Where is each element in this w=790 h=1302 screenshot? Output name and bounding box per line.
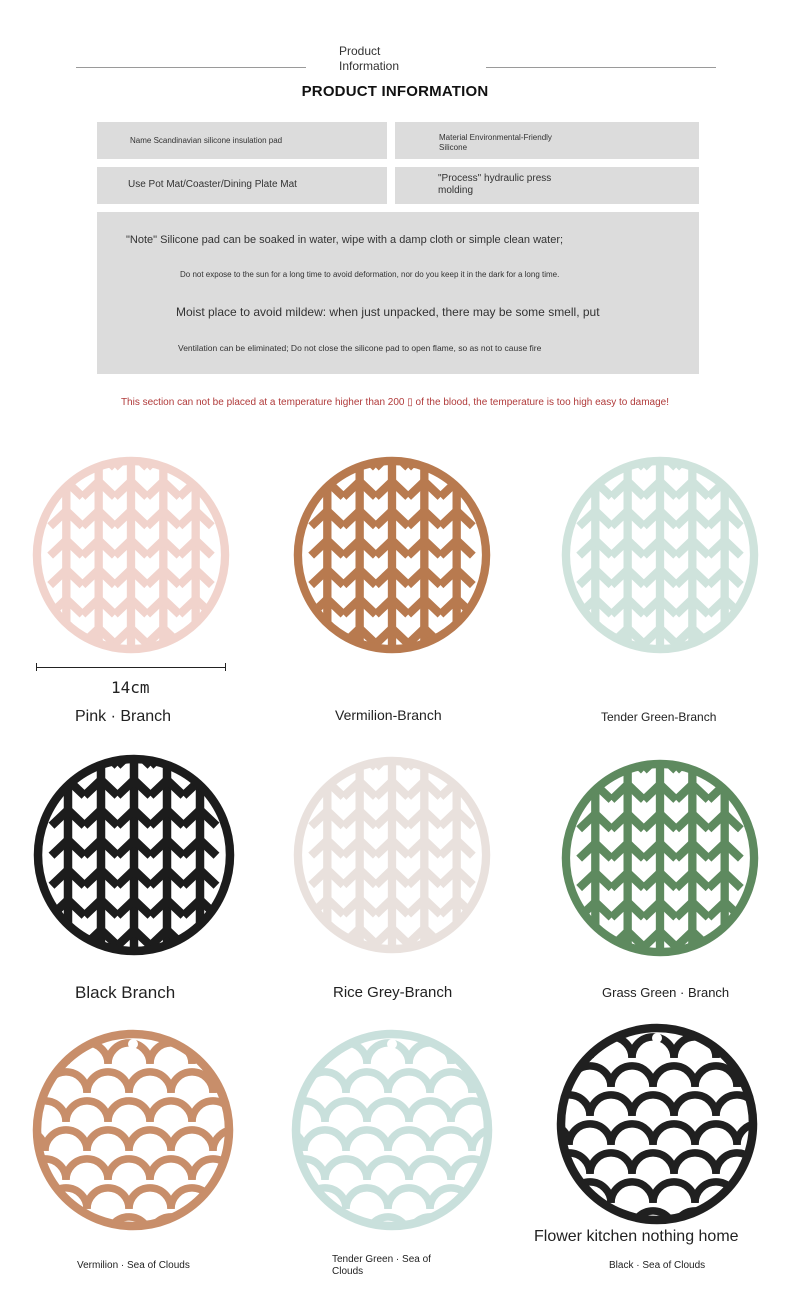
temperature-warning: This section can not be placed at a temperature higher than 200 ▯ of the blood, the temperature is too high easy to damage! [120,397,670,408]
mat-tender-green-clouds [288,1026,496,1234]
header-rule-left [76,67,306,68]
use-text: Use Pot Mat/Coaster/Dining Plate Mat [128,179,297,190]
caption-vermilion-branch: Vermilion-Branch [335,707,442,723]
caption-tender-green-clouds-line1: Tender Green · Sea of [332,1254,431,1265]
process-text-line1: "Process" hydraulic press [438,173,552,184]
note-line-1: "Note" Silicone pad can be soaked in water, wipe with a damp cloth or simple clean water; [126,234,564,246]
material-text-line2: Silicone [439,143,468,152]
mat-black-branch [30,751,238,959]
section-label [339,44,429,74]
mat-tender-green-clouds-hang-hole [387,1039,397,1049]
note-line-3: Moist place to avoid mildew: when just unpacked, there may be some smell, put [176,305,600,319]
mat-black-clouds [553,1020,761,1228]
mat-grass-green-branch [558,756,762,960]
mat-vermilion-clouds [29,1026,237,1234]
caption-black-clouds: Black · Sea of Clouds [609,1260,706,1271]
material-text-line1: Material Environmental-Friendly [439,133,552,142]
caption-black-branch: Black Branch [75,983,176,1002]
section-label-line1: Product [339,44,381,58]
caption-tender-green-clouds-line2: Clouds [332,1266,364,1277]
process-cell [395,167,699,204]
note-line-2: Do not expose to the sun for a long time to avoid deformation, nor do you keep it in the dark for a long time. [180,270,560,279]
dimension-tick-right [225,663,226,671]
dimension-tick-left [36,663,37,671]
caption-rice-grey-branch: Rice Grey-Branch [333,984,453,1001]
note-line-4: Ventilation can be eliminated; Do not close the silicone pad to open flame, so as not to cause fire [178,343,542,353]
brand-label: Flower kitchen nothing home [534,1228,739,1245]
caption-pink-branch: Pink · Branch [75,708,172,725]
page-title: PRODUCT INFORMATION [301,83,489,100]
dimension-line [36,667,226,668]
caption-tender-green-branch: Tender Green-Branch [601,710,717,724]
mat-vermilion-branch [290,453,494,657]
name-cell [97,122,387,159]
caption-grass-green-branch: Grass Green · Branch [602,985,730,1000]
material-cell [395,122,699,159]
dimension-label: 14cm [111,678,150,697]
mat-black-clouds-hang-hole [652,1033,662,1043]
mat-rice-grey-branch [290,753,494,957]
header-rule-right [486,67,716,68]
section-label-line2: Information [339,59,400,73]
mat-pink-branch [29,453,233,657]
note-panel [97,212,699,374]
use-cell [97,167,387,204]
caption-vermilion-clouds: Vermilion · Sea of Clouds [77,1260,190,1271]
mat-tender-green-branch [558,453,762,657]
mat-vermilion-clouds-hang-hole [128,1039,138,1049]
name-text: Name Scandinavian silicone insulation pad [130,136,283,145]
process-text-line2: molding [438,185,474,196]
